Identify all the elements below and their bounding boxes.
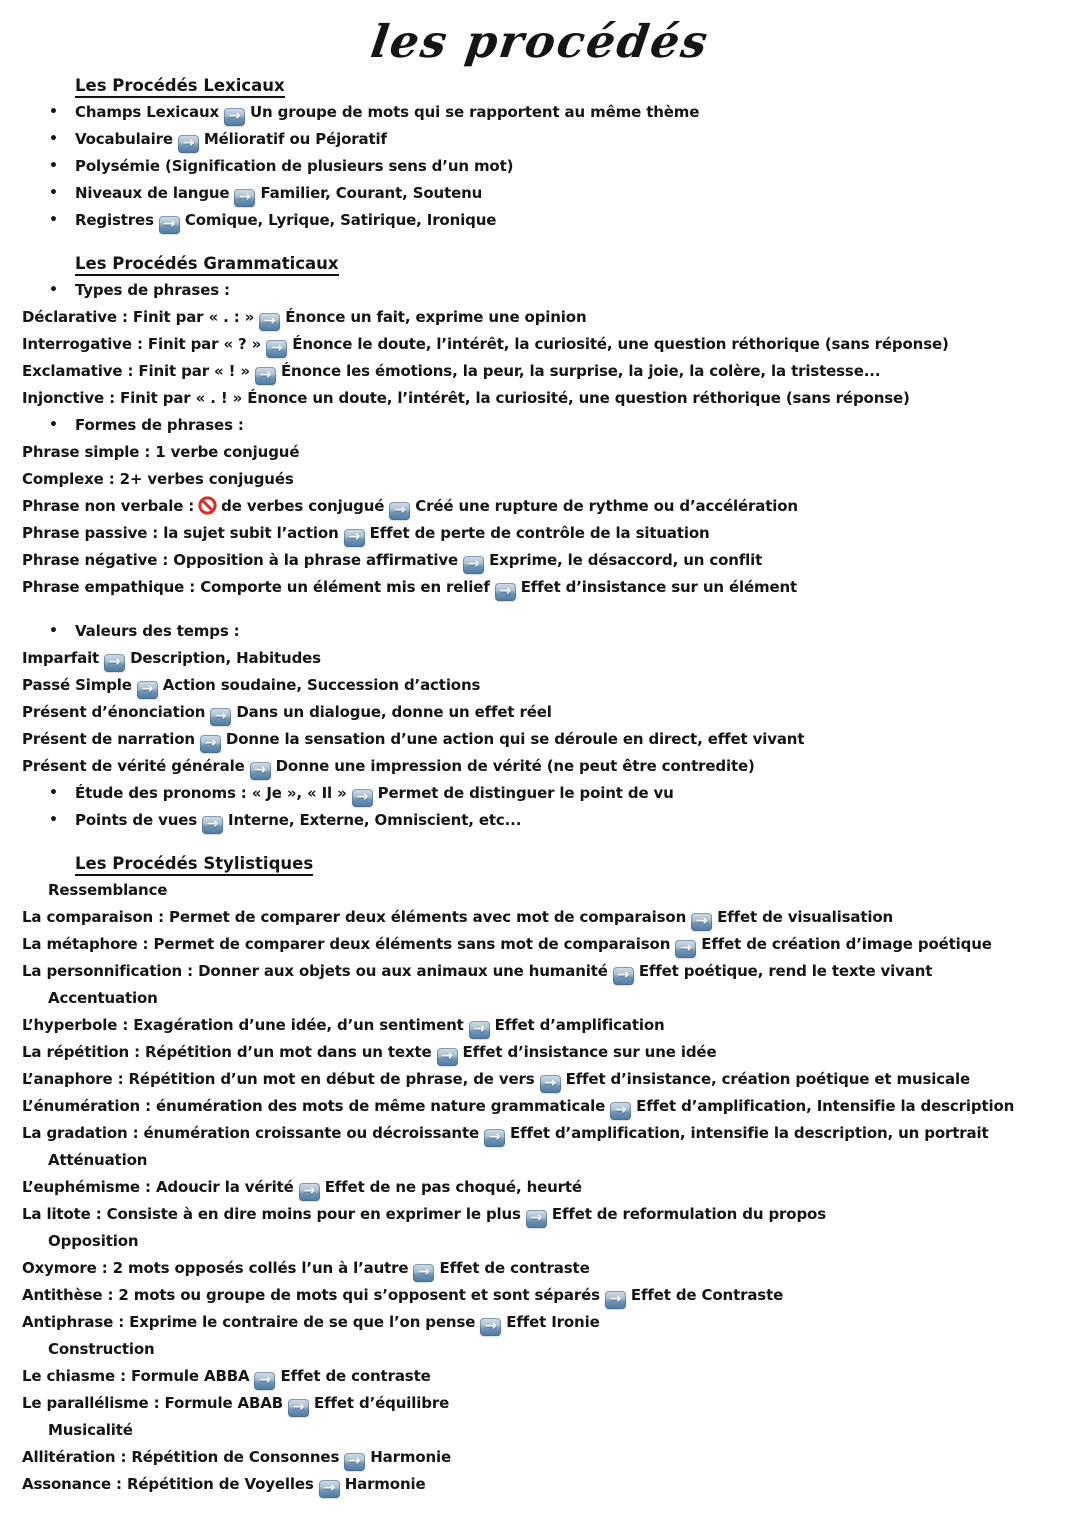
text-run: Effet de visualisation (717, 908, 894, 926)
bullet-dot: • (49, 785, 58, 801)
note-line (22, 699, 1058, 726)
text-run: Registres (75, 211, 154, 229)
note-line (22, 780, 1058, 807)
text-run: Musicalité (48, 1421, 133, 1439)
arrow-right-icon (610, 1102, 631, 1120)
arrow-right-icon (675, 940, 696, 958)
spacer (22, 601, 1058, 618)
text-run: L’énumération : énumération des mots de même nature grammaticale (22, 1097, 606, 1115)
arrow-right-icon (344, 1453, 365, 1471)
text-run: Permet de distinguer le point de vu (377, 784, 674, 802)
text-run: Énonce les émotions, la peur, la surprise, la joie, la colère, la tristesse... (280, 362, 881, 380)
arrow-right-icon (178, 135, 199, 153)
note-line (22, 931, 1058, 958)
text-run: La personnification : Donner aux objets ou aux animaux une humanité (22, 962, 608, 980)
text-run: Phrase simple : 1 verbe conjugué (22, 443, 300, 461)
text-run: Valeurs des temps : (75, 622, 240, 640)
text-run: Effet de perte de contrôle de la situation (369, 524, 710, 542)
text-run: Effet Ironie (506, 1313, 600, 1331)
note-line (22, 877, 1058, 904)
arrow-right-icon (344, 529, 365, 547)
bullet-dot: • (49, 417, 58, 433)
note-line (22, 1147, 1058, 1174)
section (22, 250, 1058, 834)
text-run: Phrase non verbale : (22, 497, 195, 515)
text-run: Présent d’énonciation (22, 703, 206, 721)
text-run: de verbes conjugué (221, 497, 385, 515)
note-line (22, 207, 1058, 234)
arrow-right-icon (200, 735, 221, 753)
text-run: Effet d’insistance sur un élément (520, 578, 798, 596)
note-line (22, 439, 1058, 466)
text-run: Oxymore : 2 mots opposés collés l’un à l’autre (22, 1259, 409, 1277)
note-line (22, 645, 1058, 672)
text-run: Comique, Lyrique, Satirique, Ironique (184, 211, 497, 229)
arrow-right-icon (319, 1480, 340, 1498)
text-run: Interne, Externe, Omniscient, etc... (228, 811, 522, 829)
text-run: Assonance : Répétition de Voyelles (22, 1475, 314, 1493)
text-run: Construction (48, 1340, 155, 1358)
arrow-right-icon (288, 1399, 309, 1417)
note-line (22, 672, 1058, 699)
arrow-right-icon (259, 313, 280, 331)
note-line (22, 1390, 1058, 1417)
note-line (22, 385, 1058, 412)
text-run: Mélioratif ou Péjoratif (203, 130, 387, 148)
note-line (22, 358, 1058, 385)
text-run: Le parallélisme : Formule ABAB (22, 1394, 284, 1412)
note-line (22, 1471, 1058, 1498)
bullet-dot: • (49, 212, 58, 228)
text-run: Effet de Contraste (630, 1286, 784, 1304)
text-run: Phrase négative : Opposition à la phrase affirmative (22, 551, 459, 569)
section (22, 850, 1058, 1498)
document-body (22, 72, 1058, 1498)
text-run: Un groupe de mots qui se rapportent au même thème (250, 103, 700, 121)
arrow-right-icon (605, 1291, 626, 1309)
arrow-right-icon (413, 1264, 434, 1282)
note-line (22, 1255, 1058, 1282)
text-run: Déclarative : Finit par « . : » (22, 308, 255, 326)
note-line (22, 1363, 1058, 1390)
section-heading (75, 850, 1058, 877)
note-line (22, 126, 1058, 153)
text-run: Action soudaine, Succession d’actions (162, 676, 481, 694)
text-run: Harmonie (344, 1475, 426, 1493)
arrow-right-icon (526, 1210, 547, 1228)
text-run: La métaphore : Permet de comparer deux éléments sans mot de comparaison (22, 935, 671, 953)
note-line (22, 99, 1058, 126)
text-run: Exprime, le désaccord, un conflit (489, 551, 763, 569)
bullet-dot: • (49, 812, 58, 828)
note-line (22, 153, 1058, 180)
text-run: Atténuation (48, 1151, 148, 1169)
section-heading-text: Les Procédés Stylistiques (75, 854, 313, 876)
arrow-right-icon (210, 708, 231, 726)
text-run: La litote : Consiste à en dire moins pour en exprimer le plus (22, 1205, 521, 1223)
note-line (22, 807, 1058, 834)
arrow-right-icon (254, 1372, 275, 1390)
arrow-right-icon (159, 216, 180, 234)
note-line (22, 180, 1058, 207)
text-run: La gradation : énumération croissante ou décroissante (22, 1124, 479, 1142)
note-line (22, 1093, 1058, 1120)
arrow-right-icon (104, 654, 125, 672)
text-run: Présent de narration (22, 730, 195, 748)
arrow-right-icon (691, 913, 712, 931)
section-heading (75, 72, 1058, 99)
text-run: Interrogative : Finit par « ? » (22, 335, 262, 353)
text-run: Effet de contraste (280, 1367, 431, 1385)
text-run: Donne une impression de vérité (ne peut être contredite) (275, 757, 755, 775)
text-run: L’anaphore : Répétition d’un mot en début de phrase, de vers (22, 1070, 535, 1088)
text-run: Phrase passive : la sujet subit l’action (22, 524, 339, 542)
text-run: Étude des pronoms : « Je », « Il » (75, 784, 347, 802)
text-run: Antiphrase : Exprime le contraire de se que l’on pense (22, 1313, 476, 1331)
text-run: Donne la sensation d’une action qui se déroule en direct, effet vivant (225, 730, 805, 748)
section-heading-text: Les Procédés Grammaticaux (75, 254, 339, 276)
bullet-dot: • (49, 623, 58, 639)
note-line (22, 1336, 1058, 1363)
note-line (22, 1228, 1058, 1255)
note-line (22, 331, 1058, 358)
arrow-right-icon (463, 556, 484, 574)
no-entry-icon (198, 496, 217, 515)
text-run: Injonctive : Finit par « . ! » Énonce un doute, l’intérêt, la curiosité, une question réthorique (sans réponse) (22, 389, 910, 407)
text-run: La répétition : Répétition d’un mot dans un texte (22, 1043, 432, 1061)
note-line (22, 277, 1058, 304)
text-run: Familier, Courant, Soutenu (260, 184, 483, 202)
text-run: Effet d’amplification, Intensifie la description (636, 1097, 1015, 1115)
arrow-right-icon (437, 1048, 458, 1066)
note-line (22, 1120, 1058, 1147)
arrow-right-icon (540, 1075, 561, 1093)
page-title: les procédés (367, 15, 713, 68)
arrow-right-icon (224, 108, 245, 126)
arrow-right-icon (469, 1021, 490, 1039)
text-run: Description, Habitudes (130, 649, 321, 667)
bullet-dot: • (49, 282, 58, 298)
text-run: Effet de ne pas choqué, heurté (324, 1178, 582, 1196)
text-run: Antithèse : 2 mots ou groupe de mots qui s’opposent et sont séparés (22, 1286, 600, 1304)
text-run: Effet d’insistance sur une idée (462, 1043, 717, 1061)
arrow-right-icon (613, 967, 634, 985)
text-run: Présent de vérité générale (22, 757, 245, 775)
arrow-right-icon (137, 681, 158, 699)
text-run: Polysémie (Signification de plusieurs sens d’un mot) (75, 157, 514, 175)
note-line (22, 1444, 1058, 1471)
text-run: Effet de reformulation du propos (551, 1205, 826, 1223)
arrow-right-icon (255, 367, 276, 385)
note-line (22, 1282, 1058, 1309)
text-run: Accentuation (48, 989, 158, 1007)
note-line (22, 726, 1058, 753)
text-run: Champs Lexicaux (75, 103, 219, 121)
text-run: Effet d’amplification, intensifie la description, un portrait (510, 1124, 989, 1142)
arrow-right-icon (495, 583, 516, 601)
note-line (22, 958, 1058, 985)
note-line (22, 304, 1058, 331)
text-run: Effet d’amplification (494, 1016, 665, 1034)
bullet-dot: • (49, 131, 58, 147)
text-run: La comparaison : Permet de comparer deux éléments avec mot de comparaison (22, 908, 687, 926)
text-run: Allitération : Répétition de Consonnes (22, 1448, 340, 1466)
bullet-dot: • (49, 158, 58, 174)
text-run: Créé une rupture de rythme ou d’accélération (415, 497, 798, 515)
note-line (22, 1066, 1058, 1093)
section-heading-text: Les Procédés Lexicaux (75, 76, 285, 98)
text-run: Le chiasme : Formule ABBA (22, 1367, 250, 1385)
note-line (22, 1012, 1058, 1039)
text-run: Niveaux de langue (75, 184, 230, 202)
note-line (22, 574, 1058, 601)
arrow-right-icon (299, 1183, 320, 1201)
text-run: Ressemblance (48, 881, 168, 899)
text-run: Complexe : 2+ verbes conjugués (22, 470, 294, 488)
arrow-right-icon (250, 762, 271, 780)
note-line (22, 753, 1058, 780)
text-run: Effet de contraste (439, 1259, 590, 1277)
note-line (22, 985, 1058, 1012)
text-run: Passé Simple (22, 676, 132, 694)
text-run: Effet poétique, rend le texte vivant (638, 962, 933, 980)
arrow-right-icon (266, 340, 287, 358)
text-run: Dans un dialogue, donne un effet réel (236, 703, 552, 721)
text-run: Formes de phrases : (75, 416, 244, 434)
text-run: Types de phrases : (75, 281, 230, 299)
text-run: Points de vues (75, 811, 198, 829)
arrow-right-icon (352, 789, 373, 807)
text-run: Énonce un fait, exprime une opinion (285, 308, 587, 326)
note-line (22, 547, 1058, 574)
text-run: Imparfait (22, 649, 100, 667)
note-line (22, 412, 1058, 439)
note-line (22, 1174, 1058, 1201)
text-run: Effet d’équilibre (314, 1394, 450, 1412)
bullet-dot: • (49, 185, 58, 201)
text-run: L’euphémisme : Adoucir la vérité (22, 1178, 294, 1196)
section-heading (75, 250, 1058, 277)
note-line (22, 618, 1058, 645)
note-line (22, 493, 1058, 520)
text-run: Énonce le doute, l’intérêt, la curiosité, une question réthorique (sans réponse) (292, 335, 949, 353)
note-line (22, 1201, 1058, 1228)
text-run: Effet de création d’image poétique (701, 935, 992, 953)
note-line (22, 1309, 1058, 1336)
note-line (22, 520, 1058, 547)
arrow-right-icon (389, 502, 410, 520)
note-line (22, 1417, 1058, 1444)
note-line (22, 904, 1058, 931)
arrow-right-icon (480, 1318, 501, 1336)
text-run: Phrase empathique : Comporte un élément mis en relief (22, 578, 490, 596)
text-run: L’hyperbole : Exagération d’une idée, d’un sentiment (22, 1016, 464, 1034)
section (22, 72, 1058, 234)
arrow-right-icon (484, 1129, 505, 1147)
arrow-right-icon (234, 189, 255, 207)
note-line (22, 1039, 1058, 1066)
arrow-right-icon (202, 816, 223, 834)
text-run: Opposition (48, 1232, 139, 1250)
text-run: Harmonie (370, 1448, 452, 1466)
text-run: Exclamative : Finit par « ! » (22, 362, 250, 380)
note-line (22, 466, 1058, 493)
text-run: Vocabulaire (75, 130, 173, 148)
text-run: Effet d’insistance, création poétique et musicale (565, 1070, 971, 1088)
bullet-dot: • (49, 104, 58, 120)
